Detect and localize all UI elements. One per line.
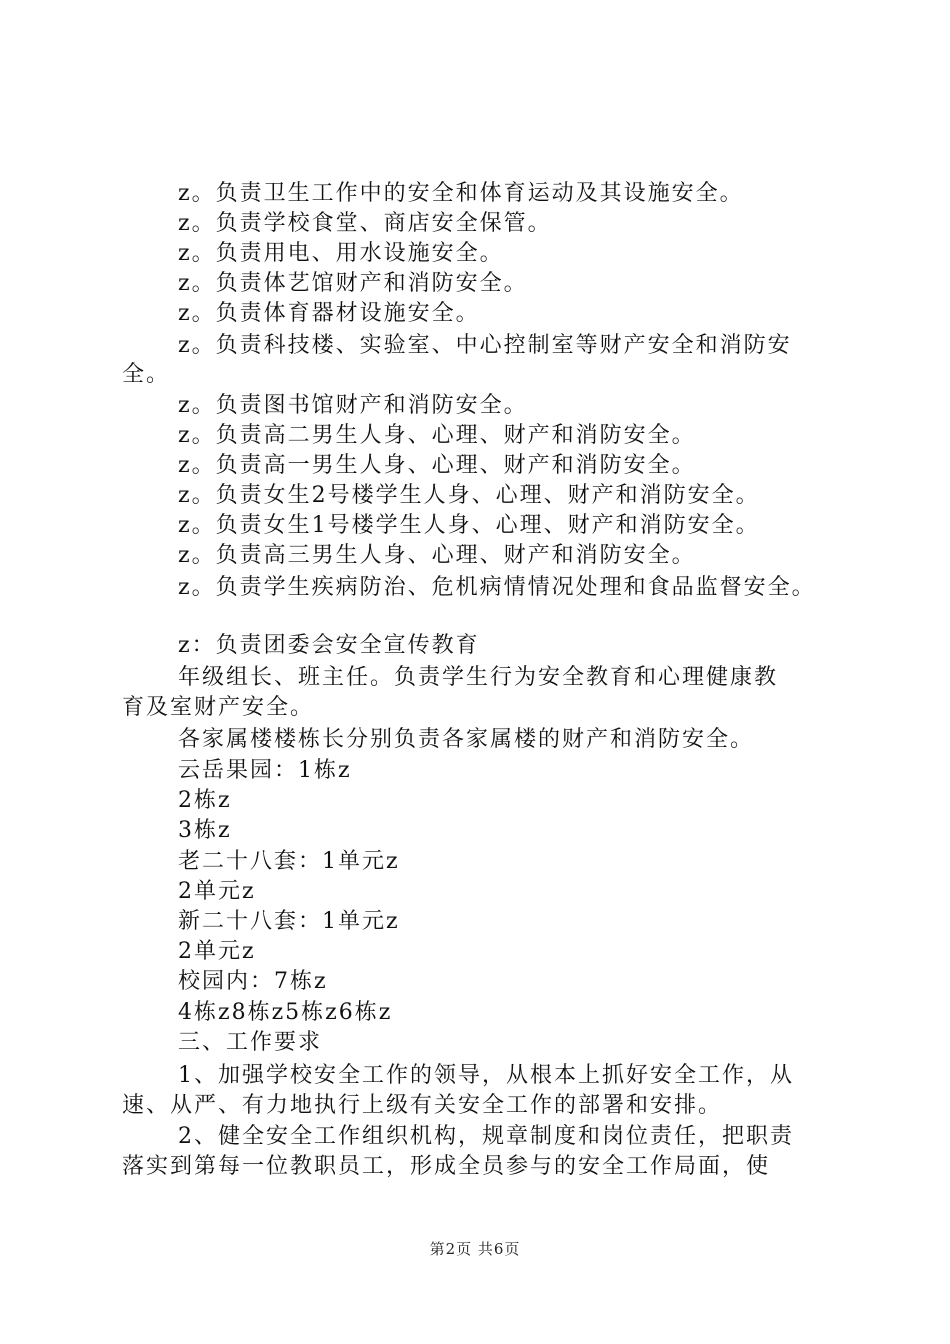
duty-line: z。负责用电、用水设施安全。 xyxy=(178,241,504,266)
body-line: 校园内：7栋z xyxy=(178,969,328,994)
body-line: 2、健全安全工作组织机构，规章制度和岗位责任，把职责 xyxy=(178,1124,794,1149)
body-line: 2栋z xyxy=(178,788,232,813)
duty-line: z。负责卫生工作中的安全和体育运动及其设施安全。 xyxy=(178,181,744,206)
duty-line: z。负责女生2号楼学生人身、心理、财产和消防安全。 xyxy=(178,483,760,508)
body-line-continuation: 速、从严、有力地执行上级有关安全工作的部署和安排。 xyxy=(122,1093,723,1118)
body-line: 云岳果园：1栋z xyxy=(178,758,352,783)
duty-line: z。负责高三男生人身、心理、财产和消防安全。 xyxy=(178,543,696,568)
body-line: 4栋z8栋z5栋z6栋z xyxy=(178,1000,393,1025)
duty-line: z。负责女生1号楼学生人身、心理、财产和消防安全。 xyxy=(178,513,760,538)
page-number-footer: 第2页 共6页 xyxy=(429,1240,521,1258)
duty-line: z。负责图书馆财产和消防安全。 xyxy=(178,393,528,418)
duty-line: z。负责高二男生人身、心理、财产和消防安全。 xyxy=(178,423,696,448)
duty-line: z。负责科技楼、实验室、中心控制室等财产安全和消防安 xyxy=(178,333,792,358)
body-line: 新二十八套：1单元z xyxy=(178,909,400,934)
duty-line: z。负责高一男生人身、心理、财产和消防安全。 xyxy=(178,453,696,478)
body-line: 老二十八套：1单元z xyxy=(178,849,400,874)
body-line-continuation: 育及室财产安全。 xyxy=(122,695,315,720)
duty-line: z。负责体育器材设施安全。 xyxy=(178,301,480,326)
body-line: 各家属楼楼栋长分别负责各家属楼的财产和消防安全。 xyxy=(178,727,755,752)
body-line-continuation: 落实到第每一位教职员工，形成全员参与的安全工作局面，使 xyxy=(122,1154,771,1179)
body-line: 3栋z xyxy=(178,818,232,843)
section-heading: 三、工作要求 xyxy=(178,1030,323,1055)
duty-line: z。负责学生疾病防治、危机病情情况处理和食品监督安全。 xyxy=(178,575,816,600)
body-line: 年级组长、班主任。负责学生行为安全教育和心理健康教 xyxy=(178,665,779,690)
body-line: 1、加强学校安全工作的领导，从根本上抓好安全工作，从 xyxy=(178,1063,794,1088)
body-line: 2单元z xyxy=(178,939,256,964)
duty-line: z。负责学校食堂、商店安全保管。 xyxy=(178,211,552,236)
duty-line: z。负责体艺馆财产和消防安全。 xyxy=(178,271,528,296)
body-line: z：负责团委会安全宣传教育 xyxy=(178,633,480,658)
body-line: 2单元z xyxy=(178,879,256,904)
duty-line-continuation: 全。 xyxy=(122,362,171,387)
